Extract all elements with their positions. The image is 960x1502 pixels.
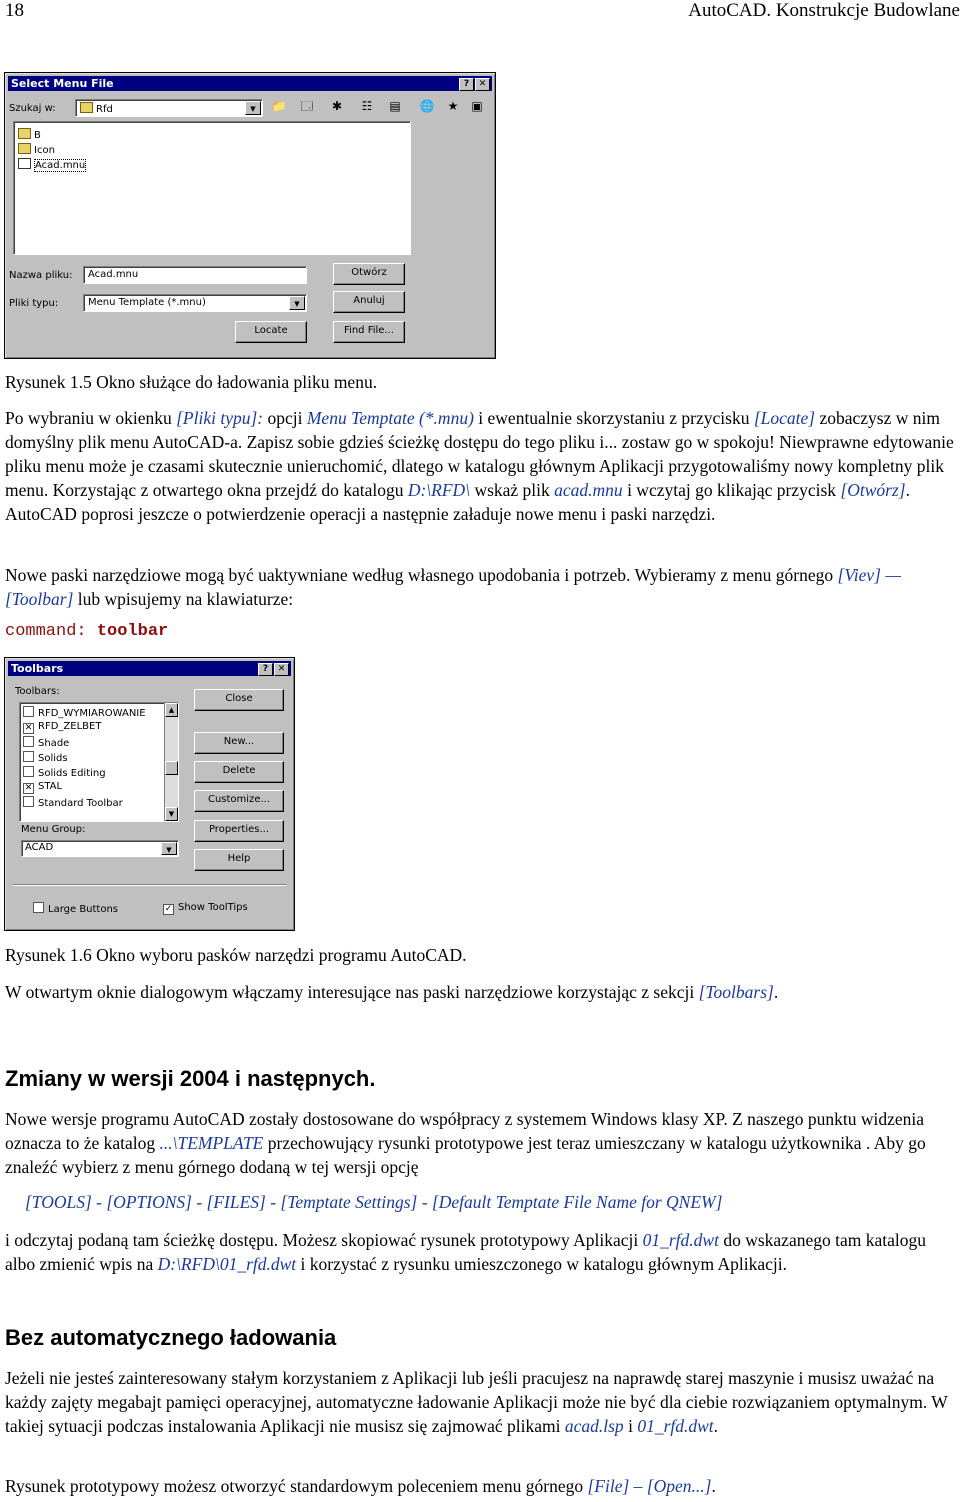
checkbox[interactable]: ✕ — [24, 723, 33, 733]
scrollbar[interactable] — [164, 703, 178, 821]
favorites-icon[interactable]: ★ — [447, 99, 459, 113]
locate-button[interactable]: Locate — [235, 321, 307, 343]
desktop-icon[interactable]: 🗔 — [300, 99, 314, 113]
folder-icon — [18, 128, 31, 139]
new-button[interactable]: New... — [194, 732, 284, 754]
figure-caption-2: Rysunek 1.6 Okno wyboru pasków narzędzi programu AutoCAD. — [5, 945, 467, 965]
paragraph: Po wybraniu w okienku [Pliki typu]: opcji Menu Temptate (*.mnu) i ewentualnie skorzystaniu z przycisku [Locate] zobaczysz w nim domyślny plik menu AutoCAD-a. Zapisz sobie gdzieś ścieżkę dostępu do tego pliku i... zostaw go w spokoju! Niewprawne edytowanie pliku menu może je czasami skutecznie unieruchomić, dlatego w katalogu głównym Aplikacji przygotowaliśmy nowy kompletny plik menu. Korzystając z otwartego okna przejdź do katalogu D:\RFD\ wskaż plik acad.mnu i wczytaj go klikając przycisk [Otwórz]. AutoCAD poprosi jeszcze o potwierdzenie operacji a następnie załaduje nowe menu i paski narzędzi. — [5, 408, 954, 524]
details-view-icon[interactable]: ▤ — [389, 99, 401, 113]
list-item[interactable]: Standard Toolbar — [23, 796, 123, 809]
scroll-down-icon[interactable]: ▼ — [165, 807, 178, 821]
divider — [13, 884, 286, 886]
dialog-title: Toolbars — [11, 662, 64, 675]
list-item[interactable]: B — [18, 128, 41, 141]
help-icon[interactable]: ? — [459, 78, 474, 91]
checkbox[interactable] — [23, 751, 34, 762]
look-in-value: Rfd — [96, 104, 113, 115]
file-name-value: Acad.mnu — [88, 269, 139, 280]
menu-group-select[interactable] — [21, 840, 179, 857]
dialog-title-bar — [8, 76, 492, 91]
help-icon[interactable]: ? — [258, 663, 273, 676]
paragraph: W otwartym oknie dialogowym włączamy interesujące nas paski narzędziowe korzystając z sekcji [Toolbars]. — [5, 982, 779, 1002]
chevron-down-icon[interactable]: ▼ — [161, 842, 177, 855]
list-item[interactable]: Shade — [23, 736, 69, 749]
look-in-label: Szukaj w: — [9, 103, 56, 114]
toolbars-dialog — [4, 657, 295, 931]
checkbox[interactable] — [23, 766, 34, 777]
checkbox[interactable] — [23, 706, 34, 717]
paragraph: Nowe wersje programu AutoCAD zostały dostosowane do współpracy z systemem Windows klasy XP. Z naszego punktu widzenia oznacza to że katalog ...\TEMPLATE przechowujący rysunki prototypowe jest teraz umieszczany w katalogu użytkownika . Aby go znaleźć wybierz z menu górnego dodaną w tej wersji opcję — [5, 1109, 926, 1177]
file-name-label: Nazwa pliku: — [9, 270, 73, 281]
page-number: 18 — [5, 0, 24, 21]
toolbars-label: Toolbars: — [15, 686, 60, 697]
chevron-down-icon[interactable]: ▼ — [245, 101, 261, 115]
properties-button[interactable]: Properties... — [194, 820, 284, 842]
running-header: AutoCAD. Konstrukcje Budowlane — [688, 0, 960, 21]
cancel-button[interactable]: Anuluj — [333, 291, 405, 313]
up-folder-icon[interactable]: 📁 — [271, 99, 287, 113]
look-in-select[interactable] — [75, 99, 263, 117]
close-icon[interactable]: ✕ — [274, 663, 289, 676]
network-icon[interactable]: 🌐 — [419, 99, 435, 113]
checkbox[interactable] — [23, 796, 34, 807]
open-button[interactable]: Otwórz — [333, 263, 405, 285]
checkbox[interactable] — [23, 736, 34, 747]
paragraph: Jeżeli nie jesteś zainteresowany stałym korzystaniem z Aplikacji lub jeśli pracujesz na naprawdę starej maszynie i musisz uważać na każdy zajęty megabajt pamięci operacyjnej, automatyczne ładowanie Aplikacji może nie być dla ciebie rozwiązaniem optymalnym. W takiej sytuacji podczas instalowania Aplikacji nie musisz się zajmować plikami acad.lsp i 01_rfd.dwt. — [5, 1368, 948, 1436]
list-item[interactable]: ✕ RFD_ZELBET — [24, 721, 102, 733]
show-tooltips-checkbox[interactable]: ✓ Show ToolTips — [164, 902, 248, 914]
scroll-up-icon[interactable]: ▲ — [165, 703, 178, 717]
scrollbar-thumb[interactable] — [165, 761, 178, 775]
dialog-title-bar — [8, 661, 291, 676]
toolbars-list[interactable] — [19, 702, 179, 822]
paragraph: i odczytaj podaną tam ścieżkę dostępu. Możesz skopiować rysunek prototypowy Aplikacji 01_rfd.dwt do wskazanego tam katalogu albo zmienić wpis na D:\RFD\01_rfd.dwt i korzystać z rysunku umieszczonego w katalogu głównym Aplikacji. — [5, 1230, 926, 1274]
help-button[interactable]: Help — [194, 849, 284, 871]
paragraph: Nowe paski narzędziowe mogą być uaktywniane według własnego upodobania i potrzeb. Wybieramy z menu górnego [Viev] — [Toolbar] lub wpisujemy na klawiaturze: — [5, 565, 901, 609]
folder-icon — [80, 102, 93, 113]
list-item[interactable]: Solids Editing — [23, 766, 106, 779]
select-menu-file-dialog — [4, 72, 496, 359]
file-type-select[interactable] — [83, 294, 307, 312]
section-heading: Zmiany w wersji 2004 i następnych. — [5, 1066, 376, 1091]
file-type-label: Pliki typu: — [9, 298, 59, 309]
close-button[interactable]: Close — [194, 689, 284, 711]
new-folder-icon[interactable]: ✱ — [331, 99, 343, 113]
file-list[interactable] — [13, 121, 411, 255]
find-file-button[interactable]: Find File... — [333, 321, 405, 343]
checkbox[interactable]: ✕ — [24, 783, 33, 793]
close-icon[interactable]: ✕ — [475, 78, 490, 91]
large-buttons-checkbox[interactable]: Large Buttons — [33, 902, 118, 915]
section-heading: Bez automatycznego ładowania — [5, 1325, 337, 1350]
delete-button[interactable]: Delete — [194, 761, 284, 783]
file-icon — [18, 158, 31, 169]
customize-button[interactable]: Customize... — [194, 790, 284, 812]
paragraph: Rysunek prototypowy możesz otworzyć standardowym poleceniem menu górnego [File] – [Open...]. — [5, 1476, 716, 1496]
dialog-title: Select Menu File — [11, 77, 114, 90]
menu-path: [TOOLS] - [OPTIONS] - [FILES] - [Temptate Settings] - [Default Temptate File Name for QNEW] — [25, 1192, 723, 1212]
folder-icon — [18, 143, 31, 154]
file-type-value: Menu Template (*.mnu) — [88, 297, 206, 308]
file-name-input[interactable] — [83, 266, 307, 284]
command-line: command: toolbar — [5, 622, 169, 641]
menu-group-value: ACAD — [25, 842, 54, 853]
menu-group-label: Menu Group: — [21, 824, 86, 835]
checkbox[interactable]: ✓ — [164, 904, 173, 914]
list-item[interactable]: Icon — [18, 143, 55, 156]
list-item[interactable]: Solids — [23, 751, 68, 764]
list-view-icon[interactable]: ☷ — [361, 99, 373, 113]
checkbox[interactable] — [33, 902, 44, 913]
list-item[interactable]: ✕ STAL — [24, 781, 63, 793]
preview-icon[interactable]: ▣ — [471, 99, 483, 113]
list-item[interactable]: RFD_WYMIAROWANIE — [23, 706, 146, 719]
figure-caption-1: Rysunek 1.5 Okno służące do ładowania pliku menu. — [5, 372, 378, 392]
list-item[interactable]: Acad.mnu — [18, 158, 86, 171]
chevron-down-icon[interactable]: ▼ — [289, 296, 305, 310]
